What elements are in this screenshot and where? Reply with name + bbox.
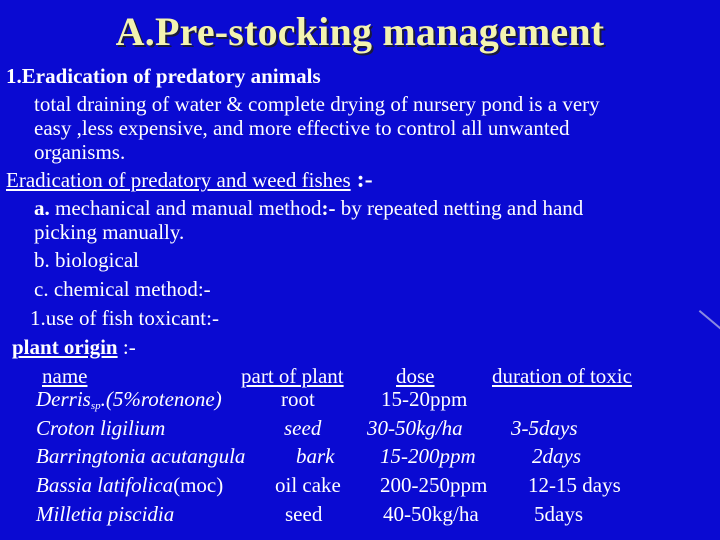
- table-row-2-name: Croton ligilium: [36, 416, 166, 440]
- method-a-colon: :-: [321, 196, 336, 220]
- method-c: c. chemical method:-: [34, 277, 211, 301]
- table-header-part: part of plant: [241, 364, 344, 388]
- table-row-4-name: [36, 473, 223, 497]
- row-4-species: Bassia latifolica: [36, 473, 174, 497]
- slide-title: A.Pre-stocking management: [115, 9, 605, 54]
- table-header-dose: dose: [396, 364, 435, 388]
- row-1-genus: Derris: [36, 387, 91, 411]
- table-row-1-name: [36, 387, 222, 418]
- table-row-3-duration: 2days: [532, 444, 581, 468]
- plant-origin-suffix: :-: [117, 335, 136, 359]
- method-c1: 1.use of fish toxicant:-: [30, 306, 219, 330]
- section2-heading-line: [6, 168, 373, 192]
- table-row-3-part: bark: [296, 444, 335, 468]
- table-row-2-dose: 30-50kg/ha: [367, 416, 463, 440]
- table-header-duration: duration of toxic: [492, 364, 632, 388]
- table-row-4-duration: 12-15 days: [528, 473, 621, 497]
- method-a-line: [34, 196, 583, 220]
- row-4-suffix: (moc): [173, 473, 224, 497]
- para-line-2: easy ,less expensive, and more effective to control all unwanted: [34, 116, 570, 140]
- method-a-text: mechanical and manual method: [49, 196, 322, 220]
- method-a-rest: by repeated netting and hand: [335, 196, 584, 220]
- row-1-rest: .(5%rotenone): [100, 387, 222, 411]
- para-line-3: organisms.: [34, 140, 126, 164]
- plant-origin-label: plant origin: [12, 335, 118, 359]
- table-row-3-dose: 15-200ppm: [380, 444, 476, 468]
- table-row-5-part: seed: [285, 502, 323, 526]
- section2-heading-suffix: :-: [350, 167, 373, 193]
- table-row-2-duration: 3-5days: [511, 416, 578, 440]
- method-a-line-2: picking manually.: [34, 220, 185, 244]
- table-row-2-part: seed: [284, 416, 322, 440]
- method-b: b. biological: [34, 248, 139, 272]
- para-line-1: total draining of water & complete drying of nursery pond is a very: [34, 92, 600, 116]
- table-row-1-dose: 15-20ppm: [381, 387, 468, 411]
- plant-origin-line: [12, 335, 136, 359]
- decorative-line: [699, 310, 720, 337]
- table-row-3-name: Barringtonia acutangula: [36, 444, 246, 468]
- table-row-5-dose: 40-50kg/ha: [383, 502, 479, 526]
- table-row-5-name: Milletia piscidia: [36, 502, 175, 526]
- section2-heading: Eradication of predatory and weed fishes: [6, 168, 351, 192]
- table-header-name: name: [42, 364, 88, 388]
- section1-heading: 1.Eradication of predatory animals: [6, 64, 321, 88]
- method-a-label: a.: [34, 196, 50, 220]
- table-row-4-dose: 200-250ppm: [380, 473, 488, 497]
- table-row-5-duration: 5days: [534, 502, 583, 526]
- row-1-sub: sp: [90, 400, 101, 412]
- table-row-1-part: root: [281, 387, 315, 411]
- table-row-4-part: oil cake: [275, 473, 341, 497]
